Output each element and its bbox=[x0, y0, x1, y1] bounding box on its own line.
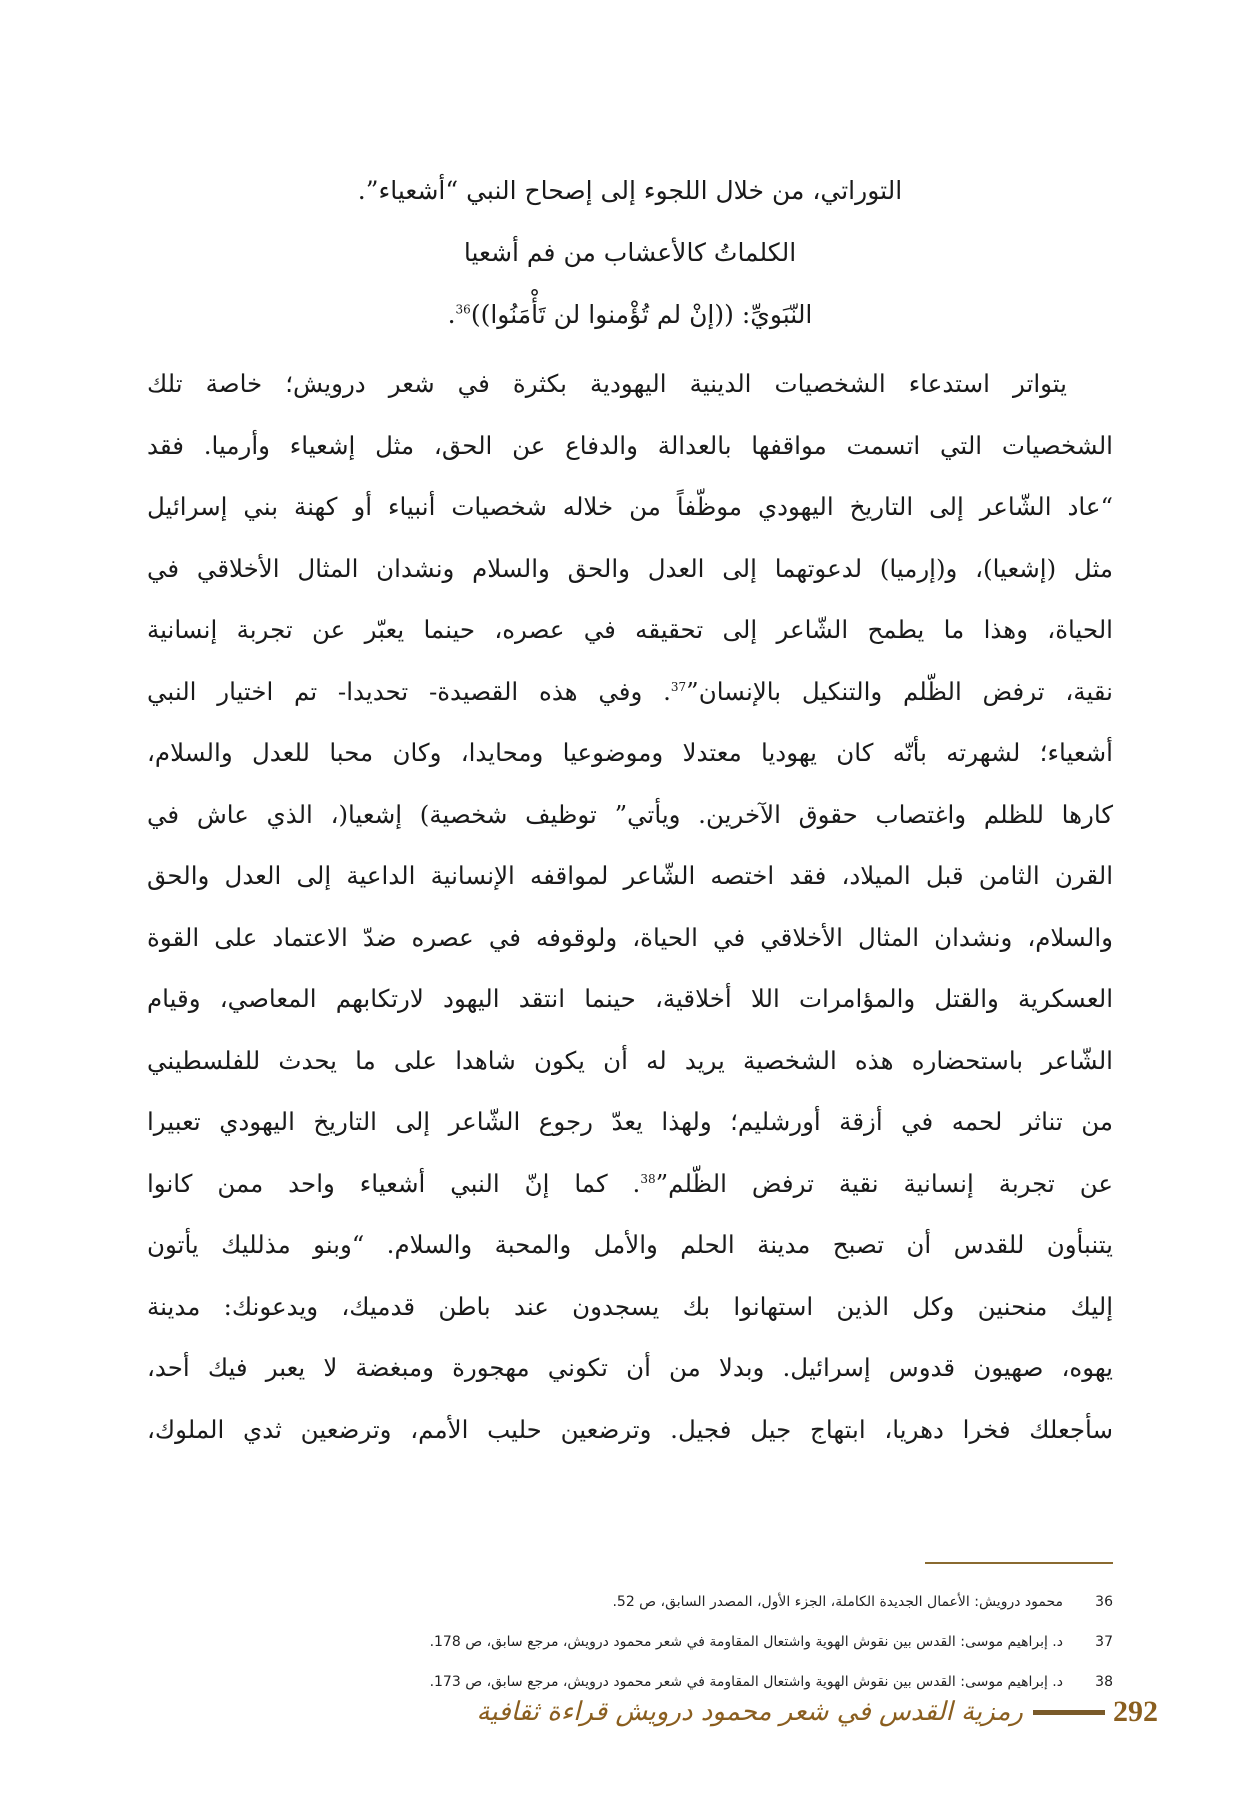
body-line: من تناثر لحمه في أزقة أورشليم؛ ولهذا يعدّ رجوع الشّاعر إلى التاريخ اليهودي تعبيرا bbox=[147, 1107, 1113, 1136]
body-line: الشخصيات التي اتسمت مواقفها بالعدالة والدفاع عن الحق، مثل إشعياء وأرميا. فقد bbox=[147, 430, 1113, 460]
footnote-text: د. إبراهيم موسى: القدس بين نقوش الهوية واشتعال المقاومة في شعر محمود درويش، مرجع سابق، ص 173. bbox=[429, 1674, 1063, 1690]
footnote-text: محمود درويش: الأعمال الجديدة الكاملة، الجزء الأول، المصدر السابق، ص 52. bbox=[612, 1594, 1063, 1610]
page-footer bbox=[476, 1690, 1158, 1734]
body-line bbox=[147, 661, 1113, 723]
body-line: يتنبأون للقدس أن تصبح مدينة الحلم والأمل والمحبة والسلام. “وبنو مذلليك يأتون bbox=[147, 1230, 1113, 1259]
footnotes bbox=[147, 1582, 1113, 1702]
footnote-divider bbox=[925, 1562, 1113, 1564]
body-line: الشّاعر باستحضاره هذه الشخصية يريد له أن يكون شاهدا على ما يحدث للفلسطيني bbox=[147, 1045, 1113, 1075]
body-line: “عاد الشّاعر إلى التاريخ اليهودي موظّفاً من خلاله شخصيات أنبياء أو كهنة بني إسرائيل bbox=[147, 492, 1113, 521]
book-title: رمزية القدس في شعر محمود درويش قراءة ثقافية bbox=[476, 1697, 1023, 1727]
footnote-37 bbox=[147, 1622, 1113, 1662]
footnote-ref-38[interactable]: 38 bbox=[640, 1171, 656, 1186]
footnote-text: د. إبراهيم موسى: القدس بين نقوش الهوية واشتعال المقاومة في شعر محمود درويش، مرجع سابق، ص 178. bbox=[429, 1634, 1063, 1650]
body-line: يتواتر استدعاء الشخصيات الدينية اليهودية بكثرة في شعر درويش؛ خاصة تلك bbox=[147, 369, 1067, 398]
verse-line-end: . bbox=[447, 300, 456, 329]
body-line: القرن الثامن قبل الميلاد، فقد اختصه الشّاعر لمواقفه الإنسانية الداعية إلى العدل والحق bbox=[147, 861, 1113, 890]
body-line: الحياة، وهذا ما يطمح الشّاعر إلى تحقيقه في عصره، حينما يعبّر عن تجربة إنسانية bbox=[147, 615, 1113, 644]
footnote-number: 37 bbox=[1095, 1634, 1113, 1650]
footnote-36 bbox=[147, 1582, 1113, 1622]
body-paragraph bbox=[147, 353, 1113, 1460]
body-line: سأجعلك فخرا دهريا، ابتهاج جيل فجيل. وترضعين حليب الأمم، وترضعين ثدي الملوك، bbox=[147, 1414, 1113, 1444]
body-line: العسكرية والقتل والمؤامرات اللا أخلاقية، حينما انتقد اليهود لارتكابهم المعاصي، وقيام bbox=[147, 984, 1113, 1013]
verse-block bbox=[150, 160, 1110, 346]
body-line-text: . كما إنّ النبي أشعياء واحد ممن كانوا bbox=[147, 1168, 641, 1198]
body-line: كارها للظلم واغتصاب حقوق الآخرين. ويأتي” توظيف شخصية) إشعيا(، الذي عاش في bbox=[147, 799, 1113, 829]
page-number: 292 bbox=[1113, 1695, 1158, 1728]
verse-line-text: النّبَويِّ: ((إنْ لم تُؤْمنوا لن تَأْمَنُوا)) bbox=[470, 300, 813, 329]
footnote-ref-37[interactable]: 37 bbox=[670, 679, 687, 694]
verse-line: الكلماتُ كالأعشاب من فم أشعيا bbox=[463, 238, 797, 267]
body-line-text: . وفي هذه القصيدة- تحديدا- تم اختيار النبي bbox=[147, 676, 671, 706]
body-line-text: عن تجربة إنسانية نقية ترفض الظّلم” bbox=[655, 1168, 1113, 1198]
body-line: مثل (إشعيا)، و(إرميا) لدعوتهما إلى العدل والحق والسلام ونشدان المثال الأخلاقي في bbox=[147, 553, 1113, 583]
intro-line: التوراتي، من خلال اللجوء إلى إصحاح النبي “أشعياء”. bbox=[357, 176, 903, 205]
verse-line bbox=[150, 284, 1110, 346]
body-line: أشعياء؛ لشهرته بأنّه كان يهوديا معتدلا وموضوعيا ومحايدا، وكان محبا للعدل والسلام، bbox=[147, 738, 1113, 767]
body-line-text: نقية، ترفض الظّلم والتنكيل بالإنسان” bbox=[686, 676, 1113, 706]
footnote-number: 36 bbox=[1095, 1594, 1113, 1610]
footnote-ref-36[interactable]: 36 bbox=[455, 302, 471, 317]
footnote-number: 38 bbox=[1095, 1674, 1113, 1690]
body-line: إليك منحنين وكل الذين استهانوا بك يسجدون عند باطن قدميك، ويدعونك: مدينة bbox=[147, 1291, 1113, 1321]
body-line: يهوه، صهيون قدوس إسرائيل. وبدلا من أن تكوني مهجورة ومبغضة لا يعبر فيك أحد، bbox=[147, 1353, 1113, 1382]
footer-bar bbox=[1033, 1710, 1105, 1715]
body-line bbox=[147, 1153, 1113, 1215]
body-line: والسلام، ونشدان المثال الأخلاقي في الحياة، ولوقوفه في عصره ضدّ الاعتماد على القوة bbox=[147, 922, 1113, 952]
